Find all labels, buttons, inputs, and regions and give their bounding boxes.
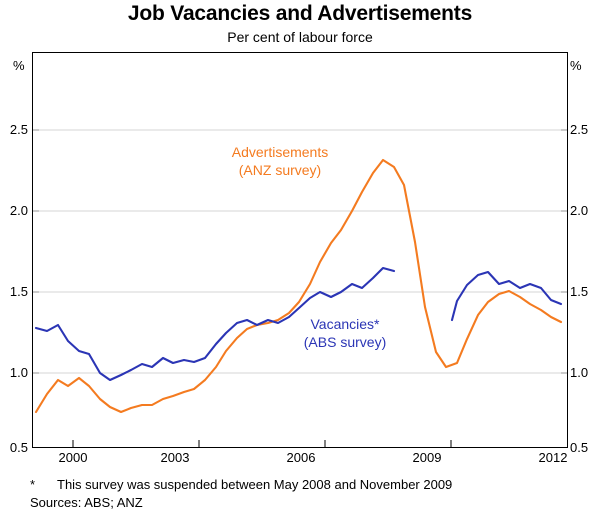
x-tick-2012: 2012: [538, 450, 568, 465]
annotation-advertisements: [195, 144, 365, 179]
y-tick-right-2-0: 2.0: [570, 203, 589, 218]
annotation-advertisements-line2: (ANZ survey): [238, 161, 322, 178]
x-tick-2003: 2003: [160, 450, 190, 465]
footnote-sources: Sources: ABS; ANZ: [30, 495, 143, 510]
y-axis-unit-right: %: [570, 58, 582, 73]
y-tick-right-1-5: 1.5: [570, 284, 589, 299]
y-axis-unit-left: %: [13, 58, 25, 73]
y-tick-left-2-5: 2.5: [9, 122, 28, 137]
x-axis-ticks: [73, 440, 568, 448]
footnote-text: This survey was suspended between May 2008 and November 2009: [57, 477, 453, 492]
annotation-vacancies: [265, 316, 425, 351]
x-tick-2009: 2009: [412, 450, 442, 465]
y-tick-right-2-5: 2.5: [570, 122, 589, 137]
chart-subtitle: Per cent of labour force: [227, 29, 373, 45]
y-tick-left-2-0: 2.0: [9, 203, 28, 218]
annotation-vacancies-line1: Vacancies*: [310, 316, 380, 332]
x-tick-2006: 2006: [286, 450, 316, 465]
y-tick-left-1-5: 1.5: [9, 284, 28, 299]
y-tick-right-0-5: 0.5: [570, 440, 589, 455]
y-tick-left-0-5: 0.5: [9, 440, 28, 455]
x-tick-2000: 2000: [58, 450, 88, 465]
plot-area: [32, 52, 568, 447]
annotation-advertisements-line1: Advertisements: [231, 144, 329, 160]
annotation-vacancies-line2: (ABS survey): [303, 333, 387, 350]
series-advertisements: [36, 160, 561, 412]
y-tick-left-1-0: 1.0: [9, 365, 28, 380]
y-tick-right-1-0: 1.0: [570, 365, 589, 380]
page-title: Job Vacancies and Advertisements: [127, 2, 473, 25]
plot-frame: [33, 53, 568, 448]
footnote-marker: *: [30, 477, 36, 492]
